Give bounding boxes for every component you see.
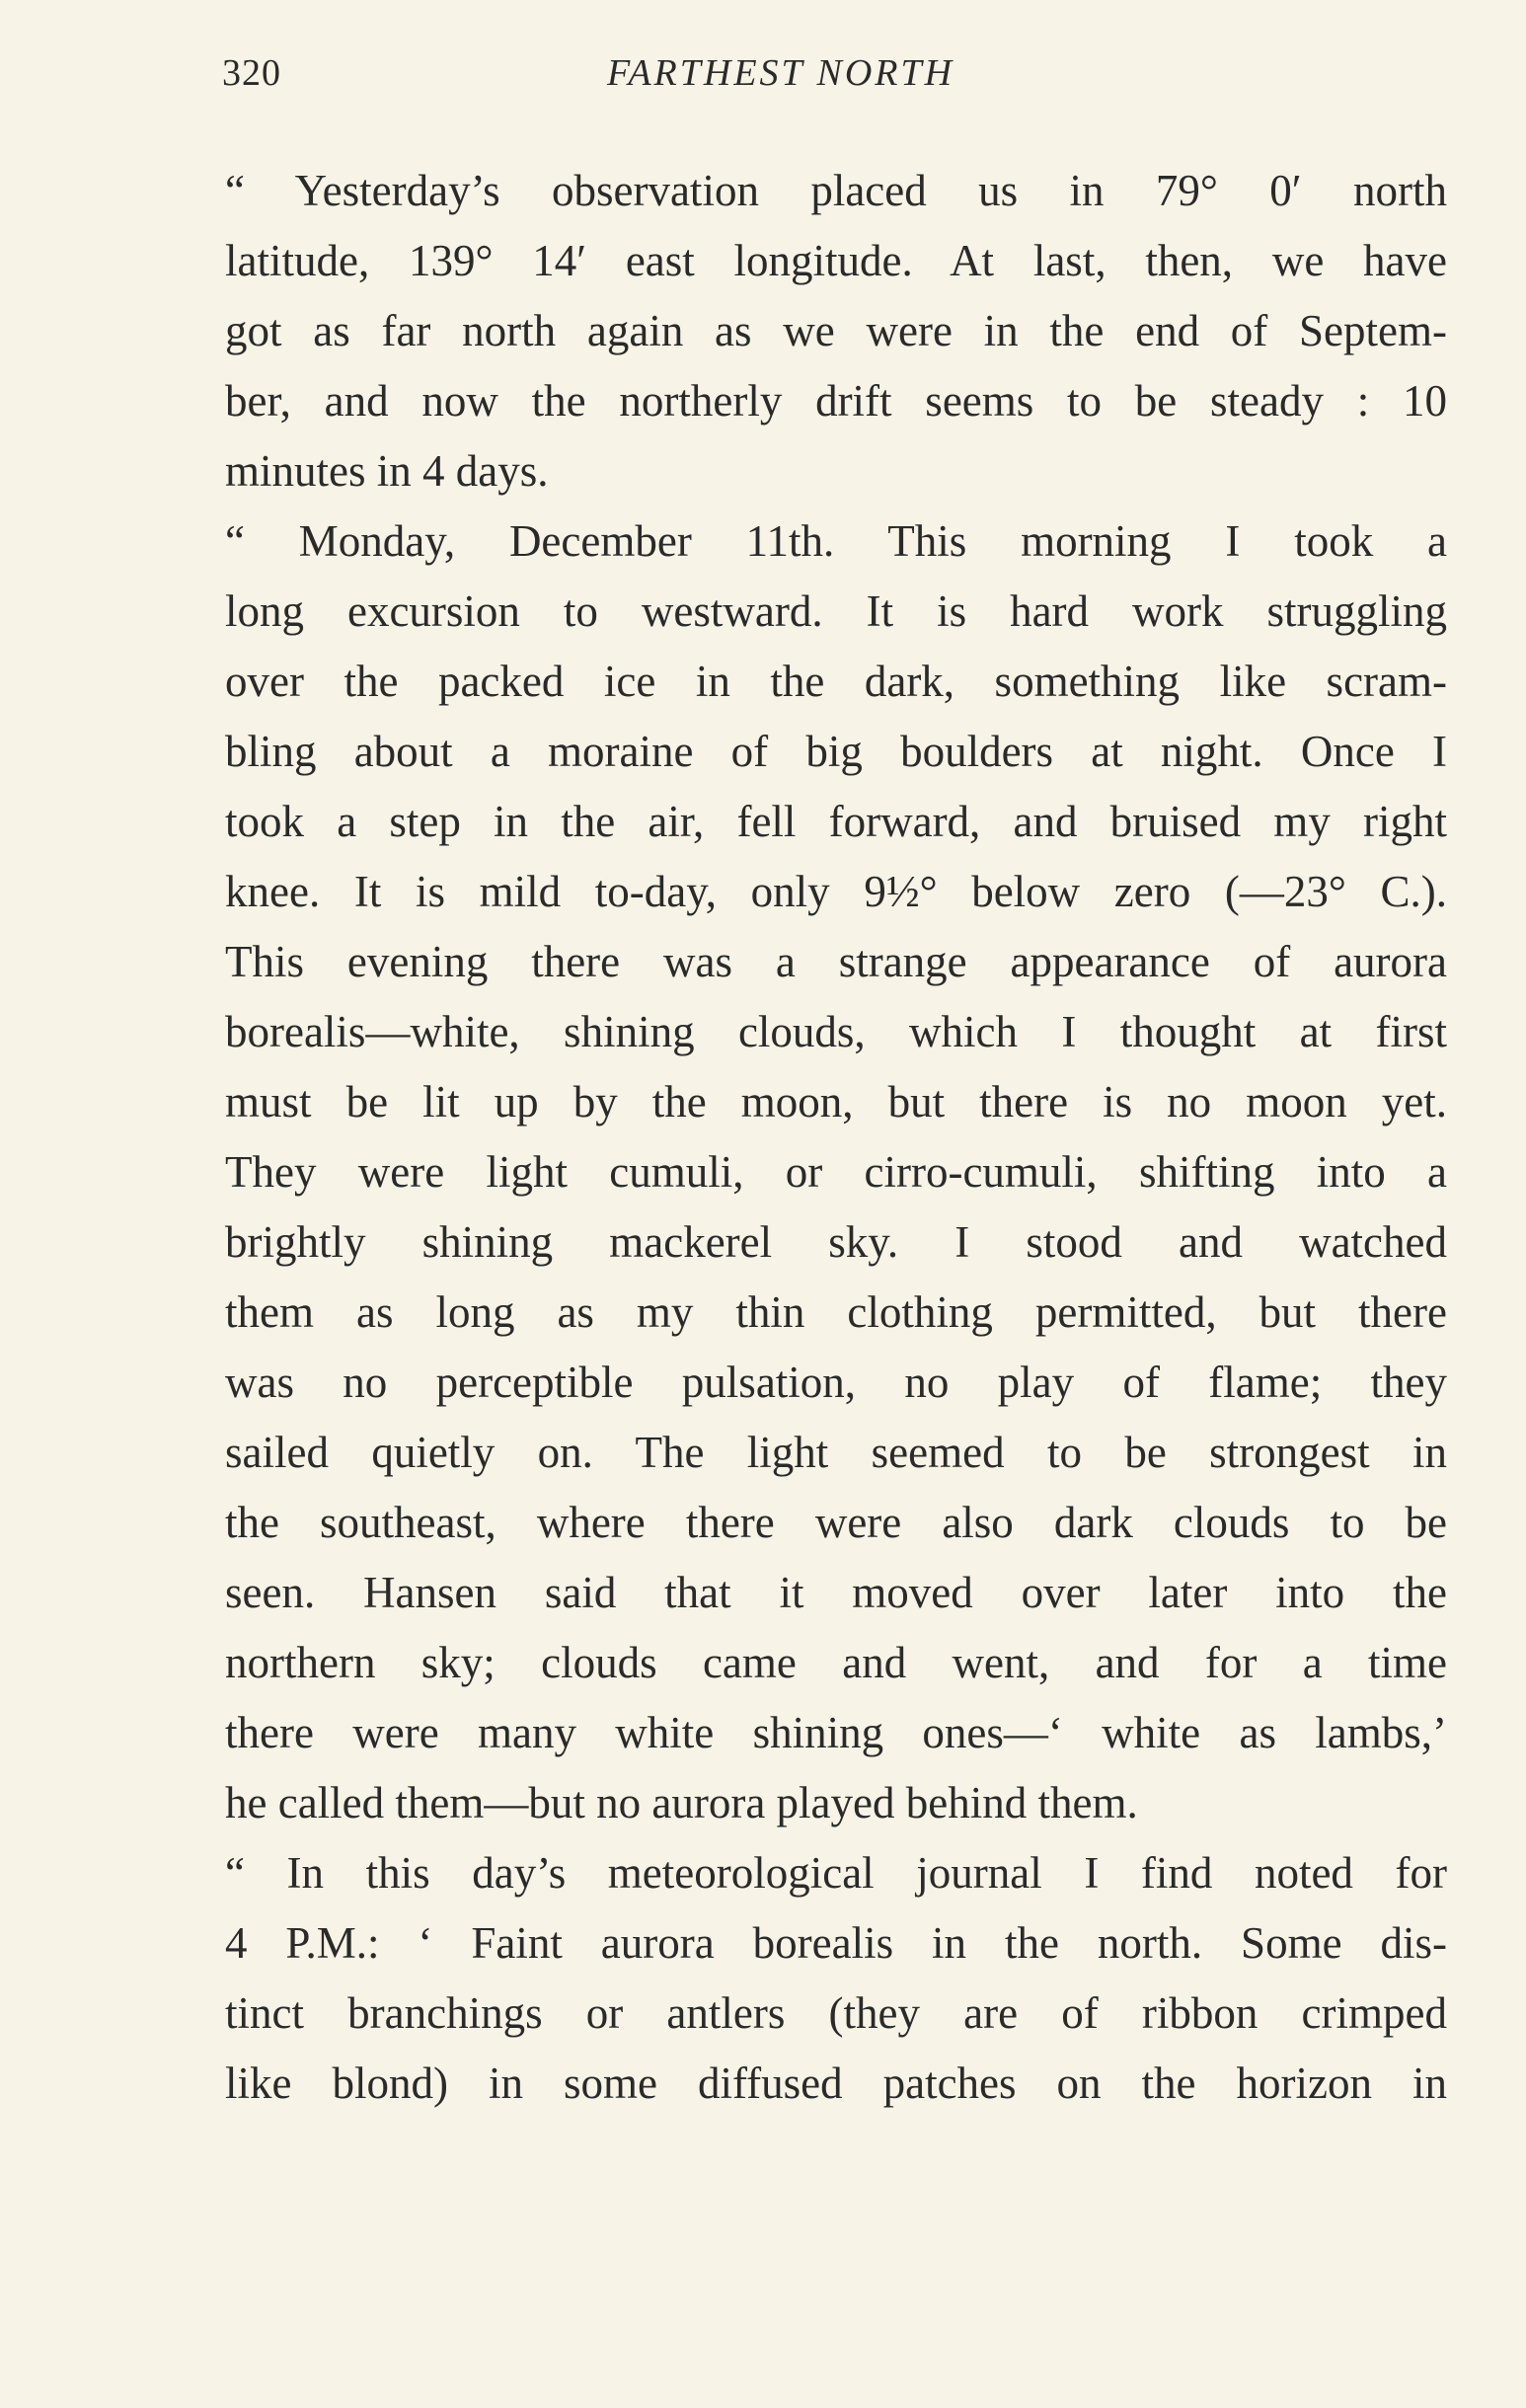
text-line: They were light cumuli, or cirro-cumuli, shifting into a — [225, 1147, 1447, 1197]
text-line: seen. Hansen said that it moved over later into the — [225, 1568, 1447, 1617]
text-line: there were many white shining ones—‘ white as lambs,’ — [225, 1708, 1447, 1757]
text-line: like blond) in some diffused patches on the horizon in — [225, 2058, 1447, 2108]
text-line: over the packed ice in the dark, something like scram- — [225, 657, 1447, 706]
text-line: “ Yesterday’s observation placed us in 79° 0′ north — [225, 166, 1447, 215]
text-line: tinct branchings or antlers (they are of ribbon crimped — [225, 1988, 1447, 2038]
text-line: the southeast, where there were also dark clouds to be — [225, 1498, 1447, 1547]
text-line: brightly shining mackerel sky. I stood and watched — [225, 1217, 1447, 1267]
text-line: got as far north again as we were in the end of Septem- — [225, 306, 1447, 355]
text-line: he called them—but no aurora played behind them. — [225, 1778, 1138, 1827]
text-line: latitude, 139° 14′ east longitude. At last, then, we have — [225, 236, 1447, 285]
running-title: FARTHEST NORTH — [607, 52, 955, 94]
page-number: 320 — [222, 52, 281, 94]
text-line: minutes in 4 days. — [225, 446, 549, 496]
text-line: northern sky; clouds came and went, and for a time — [225, 1638, 1447, 1687]
text-line: “ Monday, December 11th. This morning I took a — [225, 516, 1447, 566]
text-line: long excursion to westward. It is hard work struggling — [225, 586, 1447, 636]
text-line: was no perceptible pulsation, no play of flame; they — [225, 1358, 1447, 1407]
text-line: them as long as my thin clothing permitted, but there — [225, 1287, 1447, 1337]
body-text — [225, 156, 1447, 2119]
text-line: knee. It is mild to-day, only 9½° below zero (—23° C.). — [225, 867, 1447, 916]
text-line: “ In this day’s meteorological journal I find noted for — [225, 1848, 1447, 1898]
text-line: took a step in the air, fell forward, and bruised my right — [225, 797, 1447, 846]
running-head — [222, 51, 1446, 111]
text-line: bling about a moraine of big boulders at night. Once I — [225, 727, 1447, 776]
text-line: borealis—white, shining clouds, which I thought at first — [225, 1007, 1447, 1056]
text-line: 4 P.M.: ‘ Faint aurora borealis in the north. Some dis- — [225, 1918, 1447, 1968]
text-line: must be lit up by the moon, but there is no moon yet. — [225, 1077, 1447, 1126]
text-line: sailed quietly on. The light seemed to be strongest in — [225, 1428, 1447, 1477]
text-line: ber, and now the northerly drift seems to be steady : 10 — [225, 376, 1447, 426]
text-line: This evening there was a strange appearance of aurora — [225, 937, 1447, 986]
